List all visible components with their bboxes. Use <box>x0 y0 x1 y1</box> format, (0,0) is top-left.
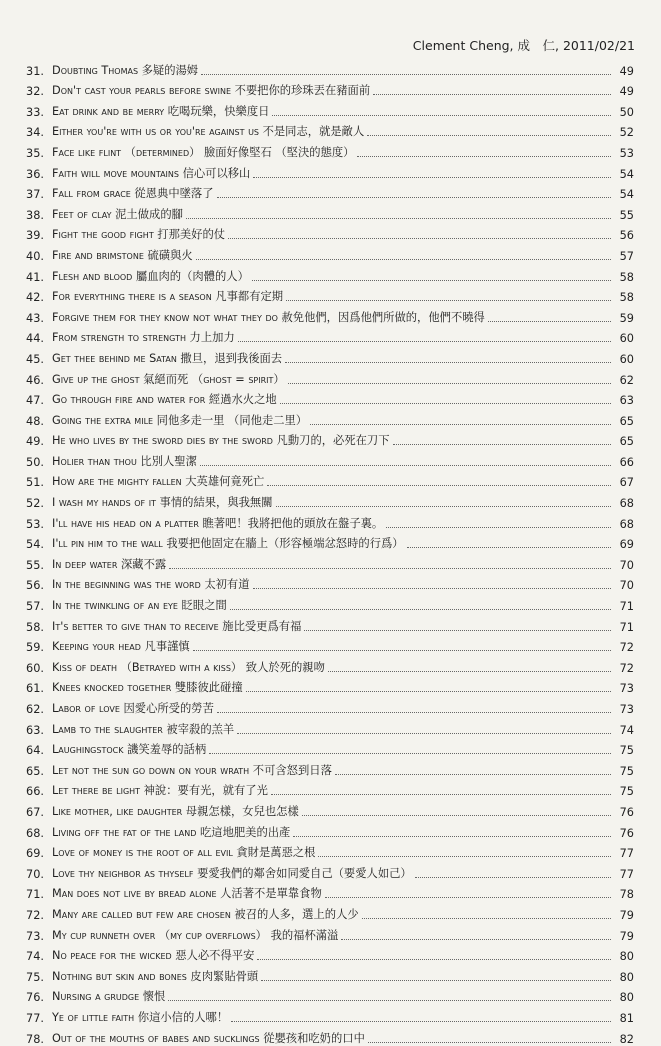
entry-title: Labor of love 因愛心所受的勞苦 <box>52 702 214 715</box>
toc-entry <box>16 387 634 408</box>
entry-number: 62. <box>26 703 44 716</box>
entry-title: Either you're with us or you're against us 不是同志，就是敵人 <box>52 125 365 139</box>
entry-page-number: 68 <box>619 497 634 511</box>
entry-page-number: 71 <box>619 620 634 634</box>
entry-title: Keeping your head 凡事謹慎 <box>52 640 190 654</box>
toc-entry <box>16 57 634 78</box>
dot-leader <box>318 855 611 857</box>
entry-page-number: 72 <box>619 641 634 655</box>
toc-entry <box>16 613 634 634</box>
entry-page-number: 50 <box>619 105 634 119</box>
entry-title: My cup runneth over （my cup overflows） 我的福杯滿溢 <box>52 928 339 942</box>
entry-number: 38. <box>26 208 44 222</box>
entry-page-number: 80 <box>619 970 634 984</box>
dot-leader <box>237 732 611 734</box>
dot-leader <box>362 917 611 919</box>
toc-entry <box>16 654 634 675</box>
toc-entry <box>16 1004 634 1025</box>
entry-title: In the beginning was the word 太初有道 <box>52 578 250 592</box>
dot-leader <box>328 670 611 672</box>
toc-entry <box>16 469 634 490</box>
entry-page-number: 49 <box>619 85 634 99</box>
toc-entry <box>16 263 634 284</box>
entry-title: Kiss of death （Betrayed with a kiss） 致人於死的親吻 <box>52 660 325 674</box>
entry-title: Going the extra mile 同他多走一里 （同他走二里） <box>52 413 308 427</box>
entry-number: 34. <box>26 126 44 140</box>
page-header: Clement Cheng, 成 仁, 2011/02/21 <box>412 38 635 53</box>
entry-number: 33. <box>26 105 44 119</box>
entry-page-number: 65 <box>619 435 634 449</box>
entry-title: Nursing a grudge 懷恨 <box>52 990 166 1004</box>
entry-title: He who lives by the sword dies by the sword 凡動刀的，必死在刀下 <box>52 434 390 448</box>
dot-leader <box>341 938 611 940</box>
entry-page-number: 53 <box>619 146 634 160</box>
dot-leader <box>325 896 611 898</box>
entry-page-number: 62 <box>619 373 634 387</box>
entry-title: How are the mighty fallen 大英雄何竟死亡 <box>52 475 265 489</box>
toc-entry <box>16 572 634 593</box>
toc-entry <box>16 943 634 964</box>
toc-entry <box>16 881 634 902</box>
entry-page-number: 70 <box>619 579 634 593</box>
entry-page-number: 78 <box>619 888 634 902</box>
entry-number: 51. <box>26 476 44 490</box>
entry-page-number: 71 <box>619 600 634 614</box>
entry-page-number: 77 <box>619 867 634 881</box>
entry-number: 50. <box>26 455 44 469</box>
toc-entry <box>16 531 634 552</box>
entry-number: 56. <box>26 579 44 593</box>
entry-number: 43. <box>26 311 44 325</box>
entry-title: Lamb to the slaughter 被宰殺的羔羊 <box>52 722 235 736</box>
entry-number: 31. <box>26 64 44 78</box>
dot-leader <box>217 196 611 198</box>
toc-entry <box>16 345 634 366</box>
entry-number: 32. <box>26 85 44 99</box>
entry-number: 59. <box>26 641 44 655</box>
entry-number: 40. <box>26 249 44 263</box>
entry-page-number: 80 <box>619 950 634 964</box>
dot-leader <box>367 134 611 136</box>
entry-number: 72. <box>26 908 44 922</box>
dot-leader <box>373 93 611 95</box>
entry-number: 69. <box>26 847 44 861</box>
toc-entry <box>16 201 634 222</box>
dot-leader <box>217 711 611 713</box>
entry-number: 37. <box>26 188 44 202</box>
entry-number: 45. <box>26 352 44 366</box>
entry-page-number: 60 <box>619 352 634 366</box>
entry-title: Like mother, like daughter 母親怎樣，女兒也怎樣 <box>52 804 299 818</box>
dot-leader <box>193 649 611 651</box>
toc-entry <box>16 448 634 469</box>
dot-leader <box>200 464 611 466</box>
entry-page-number: 52 <box>619 126 634 140</box>
entry-number: 48. <box>26 414 44 428</box>
dot-leader <box>407 546 611 548</box>
toc-entry <box>16 242 634 263</box>
entry-page-number: 81 <box>619 1011 634 1025</box>
entry-page-number: 75 <box>619 744 634 758</box>
entry-page-number: 49 <box>619 64 634 78</box>
toc-entry <box>16 119 634 140</box>
entry-page-number: 73 <box>619 703 634 716</box>
dot-leader <box>196 258 611 260</box>
entry-title: Don't cast your pearls before swine 不要把你的珍珠丟在豬面前 <box>52 84 371 98</box>
toc-entry <box>16 366 634 387</box>
entry-title: Fight the good fight 打那美好的仗 <box>52 228 226 242</box>
entry-number: 73. <box>26 929 44 943</box>
toc-entry <box>16 1025 634 1046</box>
toc-entry <box>16 160 634 181</box>
toc-entry <box>16 922 634 943</box>
entry-page-number: 76 <box>619 826 634 840</box>
entry-title: Eat drink and be merry 吃喝玩樂，快樂度日 <box>52 104 270 118</box>
dot-leader <box>276 505 611 507</box>
dot-leader <box>335 773 611 775</box>
entry-title: Many are called but few are chosen 被召的人多，選上的人少 <box>52 907 359 921</box>
entry-title: In deep water 深藏不露 <box>52 557 167 571</box>
entry-number: 77. <box>26 1011 44 1025</box>
toc-entry <box>16 139 634 160</box>
dot-leader <box>201 73 611 75</box>
entry-page-number: 66 <box>619 455 634 469</box>
entry-page-number: 70 <box>619 558 634 572</box>
entry-title: Laughingstock 譏笑羞辱的話柄 <box>52 743 207 757</box>
toc-entry <box>16 551 634 572</box>
dot-leader <box>280 402 611 404</box>
dot-leader <box>357 155 611 157</box>
dot-leader <box>386 526 611 528</box>
entry-title: Doubting Thomas 多疑的湯姆 <box>52 63 199 77</box>
dot-leader <box>186 217 611 219</box>
entry-page-number: 60 <box>619 332 634 346</box>
entry-number: 42. <box>26 291 44 305</box>
entry-number: 35. <box>26 146 44 160</box>
toc-entry <box>16 304 634 325</box>
toc-entry <box>16 963 634 984</box>
dot-leader <box>246 690 611 692</box>
entry-title: Face like flint （determined） 臉面好像堅石 （堅決的態度） <box>52 145 355 159</box>
entry-number: 66. <box>26 785 44 799</box>
entry-number: 68. <box>26 826 44 840</box>
entry-number: 61. <box>26 682 44 696</box>
entry-page-number: 65 <box>619 414 634 428</box>
entry-title: Ye of little faith 你這小信的人哪！ <box>52 1010 229 1024</box>
entry-number: 65. <box>26 764 44 778</box>
toc-entry <box>16 819 634 840</box>
entry-number: 74. <box>26 950 44 964</box>
toc-entry <box>16 634 634 655</box>
entry-title: No peace for the wicked 惡人必不得平安 <box>52 949 255 963</box>
toc-entry <box>16 901 634 922</box>
entry-number: 55. <box>26 558 44 572</box>
entry-title: Let not the sun go down on your wrath 不可含怒到日落 <box>52 763 332 777</box>
entry-page-number: 67 <box>619 476 634 490</box>
entry-title: Forgive them for they know not what they do 赦免他們，因爲他們所做的，他們不曉得 <box>52 310 485 324</box>
toc-entry <box>16 78 634 99</box>
entry-page-number: 57 <box>619 249 634 263</box>
dot-leader <box>368 1041 611 1043</box>
entry-number: 49. <box>26 435 44 449</box>
toc-entry <box>16 428 634 449</box>
dot-leader <box>415 876 611 878</box>
entry-number: 78. <box>26 1032 44 1046</box>
entry-number: 39. <box>26 229 44 243</box>
entry-number: 60. <box>26 661 44 675</box>
toc-entry <box>16 98 634 119</box>
entry-page-number: 80 <box>619 991 634 1005</box>
toc-entry <box>16 510 634 531</box>
dot-leader <box>285 361 611 363</box>
entry-title: Nothing but skin and bones 皮肉緊貼骨頭 <box>52 969 259 983</box>
entry-number: 70. <box>26 867 44 881</box>
entry-number: 46. <box>26 373 44 387</box>
entry-page-number: 69 <box>619 538 634 552</box>
dot-leader <box>393 443 611 445</box>
toc-entry <box>16 840 634 861</box>
dot-leader <box>267 484 611 486</box>
dot-leader <box>272 114 611 116</box>
dot-leader <box>288 382 611 384</box>
entry-number: 54. <box>26 538 44 552</box>
toc-entry <box>16 181 634 202</box>
entry-title: Feet of clay 泥土做成的腳 <box>52 207 183 221</box>
toc-entry <box>16 757 634 778</box>
entry-number: 41. <box>26 270 44 284</box>
entry-number: 44. <box>26 332 44 346</box>
entry-page-number: 55 <box>619 208 634 222</box>
entry-page-number: 76 <box>619 805 634 819</box>
dot-leader <box>253 176 611 178</box>
dot-leader <box>252 279 611 281</box>
entry-page-number: 59 <box>619 311 634 325</box>
entry-page-number: 79 <box>619 908 634 922</box>
entry-title: Love thy neighbor as thyself 要愛我們的鄰舍如同愛自己（要愛人如己） <box>52 866 412 880</box>
toc-entry <box>16 716 634 737</box>
entry-title: I wash my hands of it 事情的結果，與我無關 <box>52 496 273 510</box>
entry-title: For everything there is a season 凡事都有定期 <box>52 290 284 304</box>
toc-entry <box>16 860 634 881</box>
toc-entry <box>16 675 634 696</box>
entry-title: From strength to strength 力上加力 <box>52 331 235 345</box>
dot-leader <box>253 587 611 589</box>
entry-number: 52. <box>26 497 44 511</box>
entry-number: 36. <box>26 167 44 181</box>
entry-number: 76. <box>26 991 44 1005</box>
entry-title: Give up the ghost 氣絕而死 （ghost = spirit） <box>52 372 285 386</box>
entry-title: Faith will move mountains 信心可以移山 <box>52 166 251 180</box>
entry-title: In the twinkling of an eye 眨眼之間 <box>52 599 227 613</box>
entry-number: 53. <box>26 517 44 531</box>
dot-leader <box>302 814 611 816</box>
entry-title: Let there be light 神說：要有光，就有了光 <box>52 784 268 798</box>
entry-title: I'll have his head on a platter 瞧著吧！我將把他的頭放在盤子裏。 <box>52 516 384 530</box>
entry-page-number: 68 <box>619 517 634 531</box>
entry-number: 63. <box>26 723 44 737</box>
toc-entry <box>16 592 634 613</box>
entry-number: 75. <box>26 970 44 984</box>
toc-entry <box>16 489 634 510</box>
dot-leader <box>231 1020 611 1022</box>
entry-title: Holier than thou 比別人聖潔 <box>52 454 197 468</box>
entry-title: Living off the fat of the land 吃這地肥美的出產 <box>52 825 291 839</box>
dot-leader <box>238 340 611 342</box>
dot-leader <box>271 793 611 795</box>
entry-title: Fire and brimstone 硫磺與火 <box>52 248 193 262</box>
entry-number: 47. <box>26 394 44 408</box>
table-of-contents <box>16 57 634 1046</box>
entry-page-number: 73 <box>619 682 634 696</box>
entry-title: Knees knocked together 雙膝彼此碰撞 <box>52 681 243 695</box>
dot-leader <box>286 299 611 301</box>
dot-leader <box>169 567 611 569</box>
entry-number: 58. <box>26 620 44 634</box>
entry-page-number: 75 <box>619 764 634 778</box>
dot-leader <box>488 320 611 322</box>
entry-title: Love of money is the root of all evil 貪財是萬惡之根 <box>52 846 316 860</box>
dot-leader <box>293 835 611 837</box>
toc-entry <box>16 737 634 758</box>
toc-entry <box>16 325 634 346</box>
entry-title: Fall from grace 從恩典中墜落了 <box>52 187 214 201</box>
entry-page-number: 82 <box>619 1032 634 1046</box>
dot-leader <box>261 979 611 981</box>
toc-entry <box>16 222 634 243</box>
entry-number: 57. <box>26 600 44 614</box>
toc-entry <box>16 778 634 799</box>
entry-page-number: 54 <box>619 167 634 181</box>
dot-leader <box>257 958 611 960</box>
entry-page-number: 63 <box>619 394 634 408</box>
entry-page-number: 77 <box>619 847 634 861</box>
dot-leader <box>304 629 611 631</box>
entry-title: I'll pin him to the wall 我要把他固定在牆上（形容極端忿怒時的行爲） <box>52 537 404 551</box>
entry-title: Out of the mouths of babes and sucklings 從嬰孩和吃奶的口中 <box>52 1031 365 1045</box>
entry-title: Flesh and blood 屬血肉的（肉體的人） <box>52 269 249 283</box>
toc-entry <box>16 407 634 428</box>
entry-number: 71. <box>26 888 44 902</box>
entry-title: Man does not live by bread alone 人活著不是單靠食物 <box>52 887 322 901</box>
toc-entry <box>16 695 634 716</box>
entry-page-number: 58 <box>619 270 634 284</box>
dot-leader <box>230 608 611 610</box>
toc-entry <box>16 284 634 305</box>
entry-number: 67. <box>26 805 44 819</box>
entry-page-number: 58 <box>619 291 634 305</box>
entry-page-number: 72 <box>619 661 634 675</box>
entry-number: 64. <box>26 744 44 758</box>
entry-title: It's better to give than to receive 施比受更爲有福 <box>52 619 302 633</box>
dot-leader <box>228 237 611 239</box>
entry-title: Get thee behind me Satan 撒旦，退到我後面去 <box>52 351 283 365</box>
toc-entry <box>16 798 634 819</box>
entry-page-number: 54 <box>619 188 634 202</box>
entry-page-number: 79 <box>619 929 634 943</box>
entry-title: Go through fire and water for 經過水火之地 <box>52 393 277 407</box>
entry-page-number: 74 <box>619 723 634 737</box>
entry-page-number: 56 <box>619 229 634 243</box>
toc-entry <box>16 984 634 1005</box>
dot-leader <box>209 752 611 754</box>
entry-page-number: 75 <box>619 785 634 799</box>
dot-leader <box>310 423 611 425</box>
